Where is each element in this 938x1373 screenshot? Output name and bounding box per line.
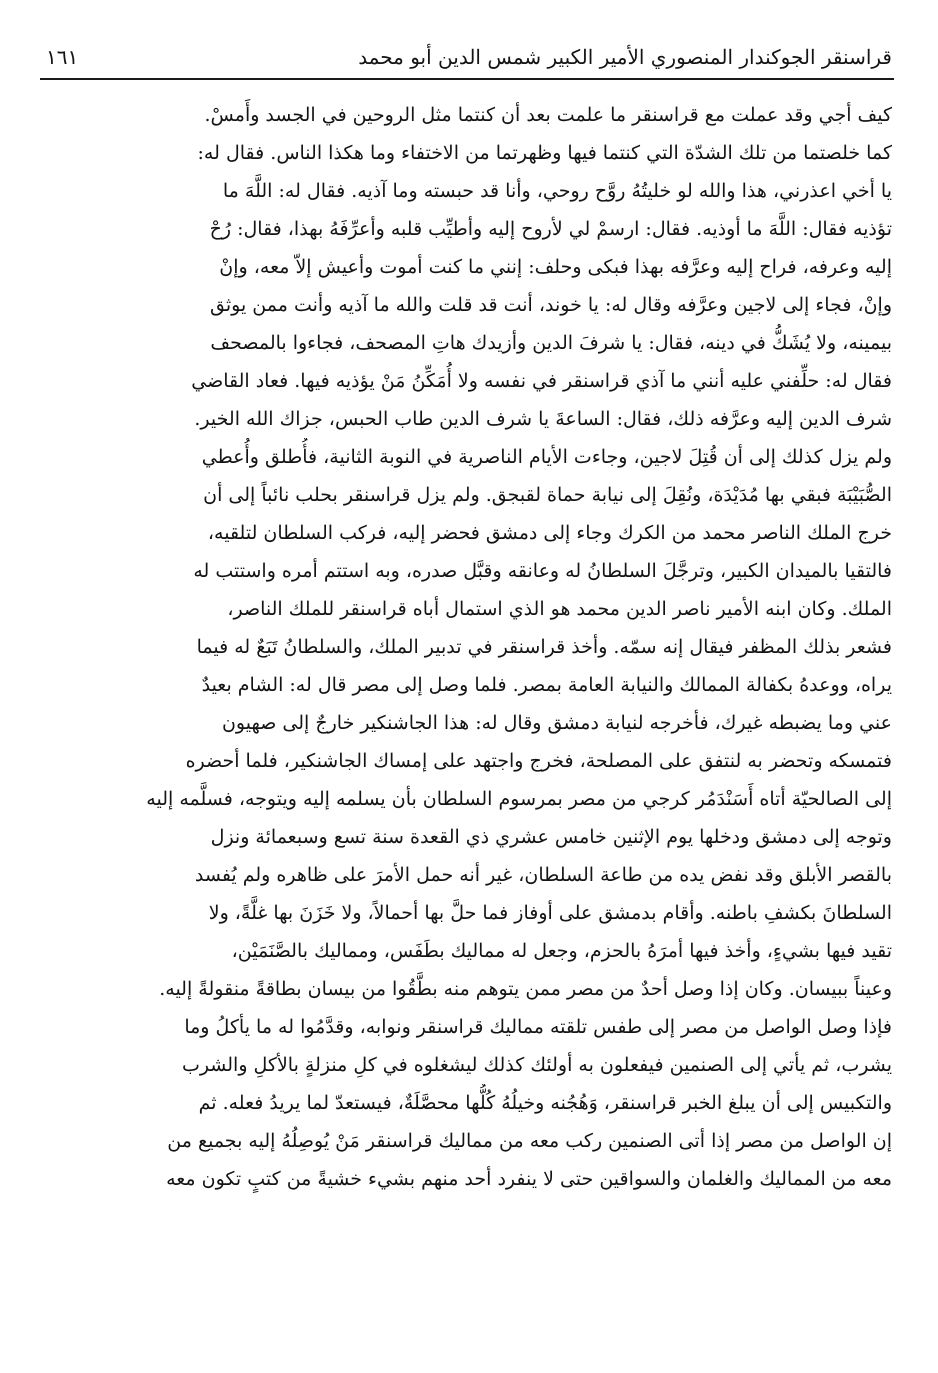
- page-header: [40, 38, 892, 80]
- text-line: يا أخي اعذرني، هذا والله لو خليتُهُ روَّح روحي، وأنا قد حبسته وما آذيه. فقال له: اللَّهَ ما: [222, 180, 892, 202]
- text-line: فالتقيا بالميدان الكبير، وترجَّلَ السلطانُ له وعانقه وقبَّل صدره، وبه استتم أمره واستتب له: [193, 560, 892, 582]
- text-line: فإذا وصل الواصل من مصر إلى طفس تلقته مماليك قراسنقر ونوابه، وقدَّمُوا له ما يأكلُ وما: [184, 1016, 892, 1038]
- text-line: يشرب، ثم يأتي إلى الصنمين فيفعلون به أولئك كذلك ليشغلوه في كلِ منزلةٍ بالأكلِ والشرب: [181, 1054, 892, 1076]
- text-line: خرج الملك الناصر محمد من الكرك وجاء إلى دمشق فحضر إليه، فركب السلطان لتلقيه،: [207, 522, 892, 544]
- text-line: وعيناً ببيسان. وكان إذا وصل أحدٌ من مصر ممن يتوهم منه بطَّقُوا من بيسان بطاقةً منقولةً إليه.: [159, 978, 892, 1000]
- text-line: إلى الصالحيّة أتاه أَسَنْدَمُر كرجي من مصر بمرسوم السلطان بأن يسلمه إليه ويتوجه، فسلَّمه إليه: [146, 788, 892, 810]
- text-line: فقال له: حلِّفني عليه أنني ما آذي قراسنقر في نفسه ولا أُمَكِّنُ مَنْ يؤذيه فيها. فعاد القاضي: [191, 370, 892, 392]
- text-line: فتمسكه وتحضر به لنتفق على المصلحة، فخرج واجتهد على إمساك الجاشنكير، فلما أحضره: [185, 750, 892, 772]
- text-line: تقيد فيها بشيءٍ، وأخذ فيها أمرَهُ بالحزم، وجعل له مماليك بطَفَس، ومماليك بالصَّنَمَيْن،: [231, 940, 892, 962]
- page-number: ١٦١: [46, 45, 79, 69]
- text-line: بيمينه، ولا يُشَكُّ في دينه، فقال: يا شرفَ الدين وأزيدك هاتِ المصحف، فجاءوا بالمصحف: [210, 332, 892, 354]
- running-title: قراسنقر الجوكندار المنصوري الأمير الكبير شمس الدين أبو محمد: [358, 45, 892, 69]
- header-rule: [40, 78, 894, 80]
- text-line: عني وما يضبطه غيرك، فأخرجه لنيابة دمشق وقال له: هذا الجاشنكير خارجٌ إلى صهيون: [221, 712, 892, 734]
- text-line: إن الواصل من مصر إذا أتى الصنمين ركب معه من مماليك قراسنقر مَنْ يُوصِلُهُ إليه بجميع من: [167, 1130, 892, 1152]
- text-line: السلطانَ بكشفِ باطنه. وأقام بدمشق على أوفاز فما حلَّ بها أحمالاً، ولا خَزَنَ بها غلَّةً، ولا: [208, 902, 892, 924]
- text-line: بالقصر الأبلق وقد نفض يده من طاعة السلطان، غير أنه حمل الأمرَ على ظاهره ولم يُفسد: [194, 864, 892, 886]
- text-line: والتكبيس إلى أن يبلغ الخبر قراسنقر، وَهُجُنه وخيلُهُ كُلُّها محصَّلَةٌ، فيستعدّ لما يريدُ فعله. ثم: [198, 1092, 892, 1114]
- text-line: إليه وعرفه، فراح إليه وعرَّفه بهذا فبكى وحلف: إنني ما كنت أموت وأعيش إلاّ معه، وإنْ: [219, 256, 892, 278]
- text-line: تؤذيه فقال: اللَّهَ ما أوذيه. فقال: ارسمْ لي لأروح إليه وأطيِّب قلبه وأعرِّفَهُ بهذا، فقال: رُحْ: [209, 218, 892, 240]
- text-line: معه من المماليك والغلمان والسواقين حتى لا ينفرد أحد منهم بشيء خشيةً من كتبٍ تكون معه: [166, 1168, 892, 1190]
- text-line: يراه، ووعدهُ بكفالة الممالك والنيابة العامة بمصر. فلما وصل إلى مصر قال له: الشام بعيدٌ: [201, 674, 892, 696]
- body-text: [48, 96, 892, 1198]
- text-line: ولم يزل كذلك إلى أن قُتِلَ لاجين، وجاءت الأيام الناصرية في النوبة الثانية، فأُطلق وأُعطي: [201, 446, 892, 468]
- text-line: شرف الدين إليه وعرَّفه ذلك، فقال: الساعةَ يا شرف الدين طاب الحبس، جزاك الله الخير.: [194, 408, 892, 430]
- text-line: وتوجه إلى دمشق ودخلها يوم الإثنين خامس عشري ذي القعدة سنة تسع وسبعمائة ونزل: [210, 826, 892, 848]
- text-line: كيف أجي وقد عملت مع قراسنقر ما علمت بعد أن كنتما مثل الروحين في الجسد وأَمسْ.: [204, 104, 892, 126]
- text-line: الملك. وكان ابنه الأمير ناصر الدين محمد هو الذي استمال أباه قراسنقر للملك الناصر،: [227, 598, 892, 620]
- text-line: فشعر بذلك المظفر فيقال إنه سمّه. وأخذ قراسنقر في تدبير الملك، والسلطانُ تَبَعٌ له فيما: [196, 636, 892, 658]
- text-line: الصُّبَيْبَة فبقي بها مُدَيْدَة، ونُقِلَ إلى نيابة حماة لقبجق. ولم يزل قراسنقر بحلب نائباً إلى أن: [203, 484, 892, 506]
- text-line: كما خلصتما من تلك الشدّة التي كنتما فيها وظهرتما من الاختفاء وما هكذا الناس. فقال له:: [197, 142, 892, 164]
- text-line: وإنْ، فجاء إلى لاجين وعرَّفه وقال له: يا خوند، أنت قد قلت والله ما آذيه وأنت ممن يوثق: [210, 294, 892, 316]
